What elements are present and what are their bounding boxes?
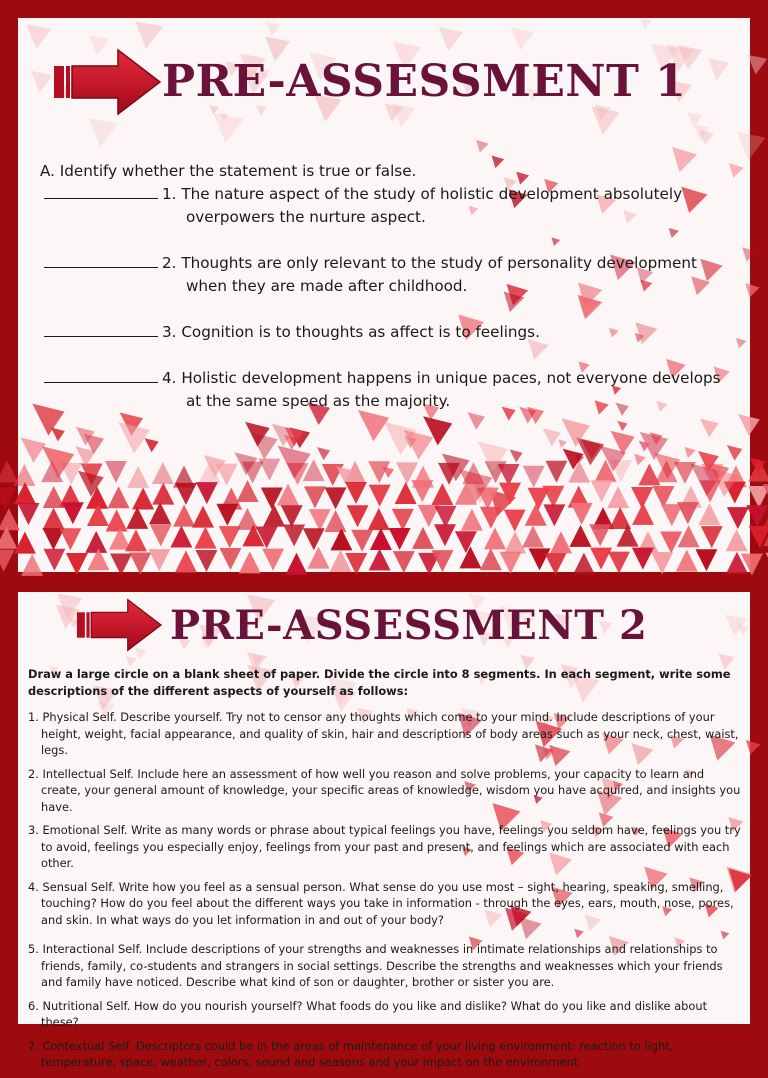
decor-triangle — [589, 524, 611, 546]
decor-triangle — [258, 459, 280, 481]
decor-triangle — [476, 140, 489, 153]
decor-triangle — [219, 548, 241, 570]
statement-continuation: when they are made after childhood. — [40, 275, 740, 298]
decor-triangle — [393, 551, 415, 573]
decor-triangle — [439, 27, 463, 51]
decor-triangle — [0, 487, 16, 509]
decor-triangle — [571, 503, 593, 525]
decor-triangle — [108, 486, 130, 508]
decor-triangle — [173, 505, 195, 527]
decor-triangle — [59, 528, 81, 550]
decor-triangle — [695, 549, 717, 571]
decor-triangle — [358, 410, 389, 441]
decor-triangle — [467, 412, 484, 429]
decor-triangle — [262, 549, 284, 571]
statement-text: 4. Holistic development happens in unique paces, not everyone develops — [162, 369, 721, 387]
decor-triangle — [89, 118, 118, 147]
decor-triangle — [591, 480, 613, 502]
decor-triangle — [737, 132, 765, 160]
decor-triangle — [110, 554, 132, 576]
decor-triangle — [126, 507, 148, 529]
decor-triangle — [550, 531, 572, 553]
decor-triangle — [345, 482, 367, 504]
decor-triangle — [21, 554, 43, 576]
decor-triangle — [283, 524, 305, 546]
decor-triangle — [105, 461, 127, 483]
decor-triangle — [634, 454, 646, 466]
decor-triangle — [461, 509, 483, 531]
decor-triangle — [558, 439, 567, 448]
decor-triangle — [118, 422, 149, 453]
decor-triangle — [745, 283, 759, 297]
decor-triangle — [545, 461, 567, 483]
decor-triangle — [125, 529, 147, 551]
decor-triangle — [510, 450, 523, 463]
decor-triangle — [434, 524, 456, 546]
decor-triangle — [127, 466, 149, 488]
list-item: 7. Contextual Self. Descriptors could be in the areas of maintenance of your living environment: reaction to light, temperature, space, weather, colors, sound and seasons and your impact on the environment. — [28, 1038, 746, 1071]
decor-triangle — [392, 509, 414, 531]
decor-triangle — [543, 428, 561, 446]
decor-triangle — [640, 18, 651, 29]
decor-triangle — [727, 507, 749, 529]
decor-triangle — [43, 549, 65, 571]
answer-blank[interactable] — [44, 367, 158, 383]
decor-triangle — [676, 550, 698, 572]
decor-triangle — [590, 548, 612, 570]
decor-triangle — [573, 553, 595, 575]
decor-triangle — [525, 504, 547, 526]
decor-triangle — [685, 447, 696, 458]
list-item: 1. Physical Self. Describe yourself. Try not to censor any thoughts which come to your mind. Include descriptions of your height, weight, facial appearance, and quality of skin, hair and descriptions of body areas such as your neck, chest, waist, legs. — [28, 709, 746, 759]
decor-triangle — [431, 483, 453, 505]
decor-triangle — [322, 464, 344, 486]
decor-triangle — [522, 526, 544, 548]
decor-triangle — [748, 55, 768, 75]
decor-triangle — [511, 27, 534, 50]
decor-triangle — [500, 552, 522, 574]
list-item: 4. Sensual Self. Write how you feel as a sensual person. What sense do you use most – sight, hearing, speaking, smelling, touching? How do you feel about the different ways you take in information - through the eyes, ears, mouth, nose, pores, and skin. In what ways do you let information in and out of your body? — [28, 879, 746, 929]
decor-triangle — [523, 466, 545, 488]
decor-triangle — [175, 483, 197, 505]
decor-triangle — [237, 480, 259, 502]
decor-triangle — [484, 527, 506, 549]
decor-triangle — [632, 548, 654, 570]
decor-triangle — [26, 24, 51, 49]
decor-triangle — [148, 549, 170, 571]
decor-triangle — [607, 486, 629, 508]
page-title: PRE-ASSESSMENT 1 — [162, 56, 686, 107]
decor-triangle — [303, 459, 325, 481]
decor-triangle — [196, 482, 218, 504]
decor-triangle — [389, 528, 411, 550]
decor-triangle — [239, 551, 261, 573]
decor-triangle — [459, 546, 481, 568]
decor-triangle — [286, 553, 308, 575]
decor-triangle — [368, 508, 390, 530]
quiz-content — [40, 160, 740, 413]
decor-triangle — [632, 503, 654, 525]
decor-triangle — [135, 21, 163, 49]
decor-triangle — [85, 531, 107, 553]
decor-triangle — [480, 507, 502, 529]
decor-triangle — [152, 483, 174, 505]
decor-triangle — [678, 525, 700, 547]
list-item: 3. Emotional Self. Write as many words or phrase about typical feelings you have, feelings you seldom have, feelings you try to avoid, feelings you especially enjoy, feelings from your past and present, and feelings which are associated with each other. — [28, 822, 746, 872]
decor-triangle — [742, 247, 756, 261]
quiz-item — [40, 321, 740, 344]
decor-triangle — [498, 464, 520, 486]
decor-triangle — [214, 113, 244, 143]
decor-triangle — [317, 447, 330, 460]
decor-triangle — [43, 508, 65, 530]
quiz-item — [40, 183, 740, 229]
decor-triangle — [325, 487, 347, 509]
answer-blank[interactable] — [44, 252, 158, 268]
decor-triangle — [13, 464, 35, 486]
decor-triangle — [308, 547, 330, 569]
decor-triangle — [748, 486, 768, 508]
decor-triangle — [261, 487, 283, 509]
list-item: 6. Nutritional Self. How do you nourish yourself? What foods do you like and dislike? What do you like and dislike about these? — [28, 998, 746, 1031]
decor-triangle — [150, 524, 172, 546]
decor-triangle — [660, 532, 682, 554]
decor-triangle — [738, 414, 760, 436]
statement-continuation: overpowers the nurture aspect. — [40, 206, 740, 229]
slide-pre-assessment-1 — [18, 18, 750, 572]
decor-triangle — [545, 553, 567, 575]
decor-triangle — [62, 502, 84, 524]
decor-triangle — [504, 531, 526, 553]
decor-triangle — [31, 71, 53, 93]
decor-triangle — [726, 529, 748, 551]
activity-content — [28, 666, 746, 1078]
page-title: PRE-ASSESSMENT 2 — [170, 602, 647, 649]
decor-triangle — [303, 528, 325, 550]
decor-triangle — [708, 58, 730, 80]
decor-triangle — [152, 462, 174, 484]
decor-triangle — [369, 549, 391, 571]
decor-triangle — [347, 505, 369, 527]
decor-triangle — [0, 550, 15, 572]
statement-text: 3. Cognition is to thoughts as affect is to feelings. — [162, 323, 540, 341]
decor-triangle — [404, 430, 434, 460]
quiz-item — [40, 252, 740, 298]
instruction-text: Draw a large circle on a blank sheet of paper. Divide the circle into 8 segments. In each segment, write some descriptions of the different aspects of yourself as follows: — [28, 666, 746, 699]
decor-triangle — [14, 532, 36, 554]
decor-triangle — [21, 437, 46, 462]
decor-triangle — [617, 421, 627, 431]
decor-triangle — [569, 525, 591, 547]
list-item: 2. Intellectual Self. Include here an assessment of how well you reason and solve problems, your capacity to learn and create, your general amount of knowledge, your specific areas of knowledge, wisdom you have acquired, and insights you have. — [28, 766, 746, 816]
statement-text: 2. Thoughts are only relevant to the study of personality development — [162, 254, 697, 272]
decor-triangle — [651, 552, 673, 574]
decor-triangle — [727, 445, 742, 460]
decor-triangle — [216, 504, 238, 526]
quiz-item — [40, 367, 740, 413]
decor-triangle — [304, 486, 326, 508]
arrow-right-icon — [52, 48, 162, 116]
decor-triangle — [129, 553, 151, 575]
decor-triangle — [281, 505, 303, 527]
self-aspects-list — [28, 709, 746, 1071]
decor-triangle — [677, 502, 699, 524]
decor-triangle — [149, 502, 171, 524]
decor-triangle — [266, 22, 280, 36]
decor-triangle — [411, 480, 433, 502]
decor-triangle — [480, 548, 502, 570]
decor-triangle — [608, 552, 630, 574]
decor-triangle — [194, 527, 216, 549]
decor-triangle — [370, 528, 392, 550]
decor-triangle — [412, 527, 434, 549]
decor-triangle — [0, 508, 20, 530]
decor-triangle — [192, 506, 214, 528]
decor-triangle — [746, 740, 761, 755]
decor-triangle — [278, 446, 311, 479]
decor-triangle — [698, 503, 720, 525]
list-item: 5. Interactional Self. Include descriptions of your strengths and weaknesses in intimate relationships and relationships to friends, family, co-students and strangers in social settings. Describe the strengths and weaknesses which your friends and family have noticed. Describe what kind of son or daughter, brother or sister you are. — [28, 941, 746, 991]
decor-triangle — [351, 530, 373, 552]
arrow-right-icon — [72, 598, 166, 652]
decor-triangle — [132, 488, 154, 510]
answer-blank[interactable] — [44, 183, 158, 199]
decor-triangle — [106, 510, 128, 532]
decor-triangle — [746, 505, 768, 527]
decor-triangle — [277, 484, 299, 506]
decor-triangle — [144, 438, 158, 452]
statement-text: 1. The nature aspect of the study of holistic development absolutely — [162, 185, 682, 203]
slide-pre-assessment-2 — [18, 592, 750, 1024]
decor-triangle — [529, 548, 551, 570]
decor-triangle — [369, 485, 391, 507]
statement-continuation: at the same speed as the majority. — [40, 390, 740, 413]
decor-triangle — [700, 419, 719, 438]
decor-triangle — [263, 505, 285, 527]
decor-triangle — [219, 526, 241, 548]
decor-triangle — [17, 503, 39, 525]
decor-triangle — [51, 428, 65, 442]
decor-triangle — [543, 504, 565, 526]
decor-triangle — [0, 460, 18, 482]
decor-triangle — [175, 550, 197, 572]
decor-triangle — [504, 510, 526, 532]
decor-triangle — [701, 526, 723, 548]
decor-triangle — [66, 553, 88, 575]
decor-triangle — [170, 526, 192, 548]
decor-triangle — [455, 531, 477, 553]
decor-triangle — [195, 550, 217, 572]
answer-blank[interactable] — [44, 321, 158, 337]
instruction-text: A. Identify whether the statement is true or false. — [40, 160, 740, 183]
